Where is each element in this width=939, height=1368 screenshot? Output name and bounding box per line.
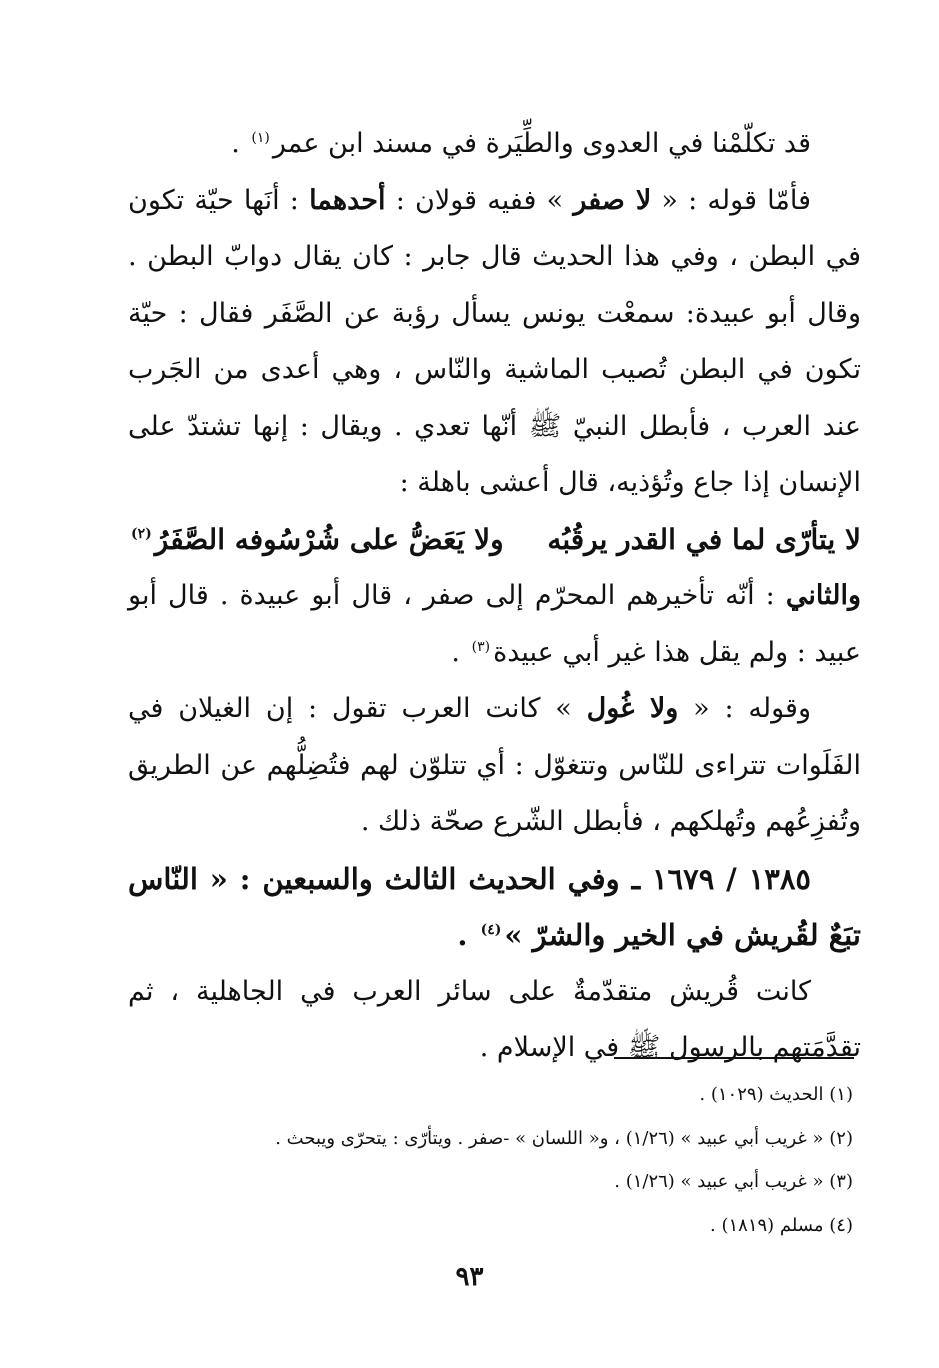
term-second-opinion: والثاني <box>785 580 861 611</box>
footnote-ref-3: (٣) <box>471 638 491 655</box>
verse-hemistich-right: لا يتأرّى لما في القدر يرقُبُه <box>547 522 861 556</box>
footnote-ref-2: (٢) <box>131 526 152 543</box>
footnote-3: (٣) « غريب أبي عبيد » (١/٢٦) . <box>614 1171 853 1192</box>
footnotes <box>130 1073 853 1247</box>
footnote-ref-4: (٤) <box>480 922 502 939</box>
term-la-safar: لا صفر <box>573 184 652 216</box>
term-la-ghoul: ولا غُول <box>586 693 679 724</box>
footnote-ref-1: (١) <box>251 130 270 146</box>
footnote-2: (٢) « غريب أبي عبيد » (١/٢٦) ، و« اللسان » -صفر . ويتأرّى : يتحرّى ويبحث . <box>275 1127 853 1149</box>
paragraph-la-ghoul: وقوله : « ولا غُول » كانت العرب تقول : إن الغيلان في الفَلَوات تتراءى للنّاس وتتغوّل : أي تتلوّن لهم فتُضِلُّهم عن الطريق وتُفزِعُهم وتُهلكهم ، فأبطل الشّرع صحّة ذلك . <box>128 693 861 837</box>
paragraph-second-opinion: والثاني : أنّه تأخيرهم المحرّم إلى صفر ، قال أبو عبيدة . قال أبو عبيد : ولم يقل هذا غير أبي عبيدة$^{(٣)}$ . <box>128 580 861 668</box>
paragraph-la-safar: فأمّا قوله : « لا صفر » ففيه قولان : أحدهما : أنَها حيّة تكون في البطن ، وفي هذا الحديث قال جابر : كان يقال دوابّ البطن . وقال أبو عبيدة: سمعْت يونس يسأل رؤبة عن الصَّفَر فقال : حيّة تكون في البطن تُصيب الماشية والنّاس ، وهي أعدى من الجَرب عند العرب ، فأبطل النبيّ ﷺ أنّها تعدي . ويقال : إنها تشتدّ على الإنسان إذا جاع وتُؤذيه، قال أعشى باهلة : <box>128 184 861 498</box>
page-number: ٩٣ <box>455 1262 484 1292</box>
term-first-opinion: أحدهما <box>309 184 386 216</box>
verse-hemistich-left: ولا يَعَضُّ على شُرْسُوفه الصَّفَرُ$^{(٢)}$ <box>131 522 504 556</box>
paragraph-quraysh: كانت قُريش متقدّمةٌ على سائر العرب في الجاهلية ، ثم تقدَّمَتهم بالرسول ﷺ في الإسلام . <box>128 975 861 1063</box>
main-text <box>128 116 861 1077</box>
poetry-verse <box>128 512 861 569</box>
footnote-1: (١) الحديث (١٠٢٩) . <box>699 1084 853 1105</box>
hadith-heading: ١٣٨٥ / ١٦٧٩ ـ وفي الحديث الثالث والسبعين : « النّاس تبَعٌ لقُريش في الخير والشرّ »$^{(٤)}$ . <box>128 861 861 952</box>
paragraph-intro: قد تكلّمْنا في العدوى والطِّيَرة في مسند ابن عمر$^{(١)}$ . <box>231 128 811 159</box>
footnote-4: (٤) مسلم (١٨١٩) . <box>710 1214 853 1236</box>
footnote-separator <box>614 1057 854 1059</box>
